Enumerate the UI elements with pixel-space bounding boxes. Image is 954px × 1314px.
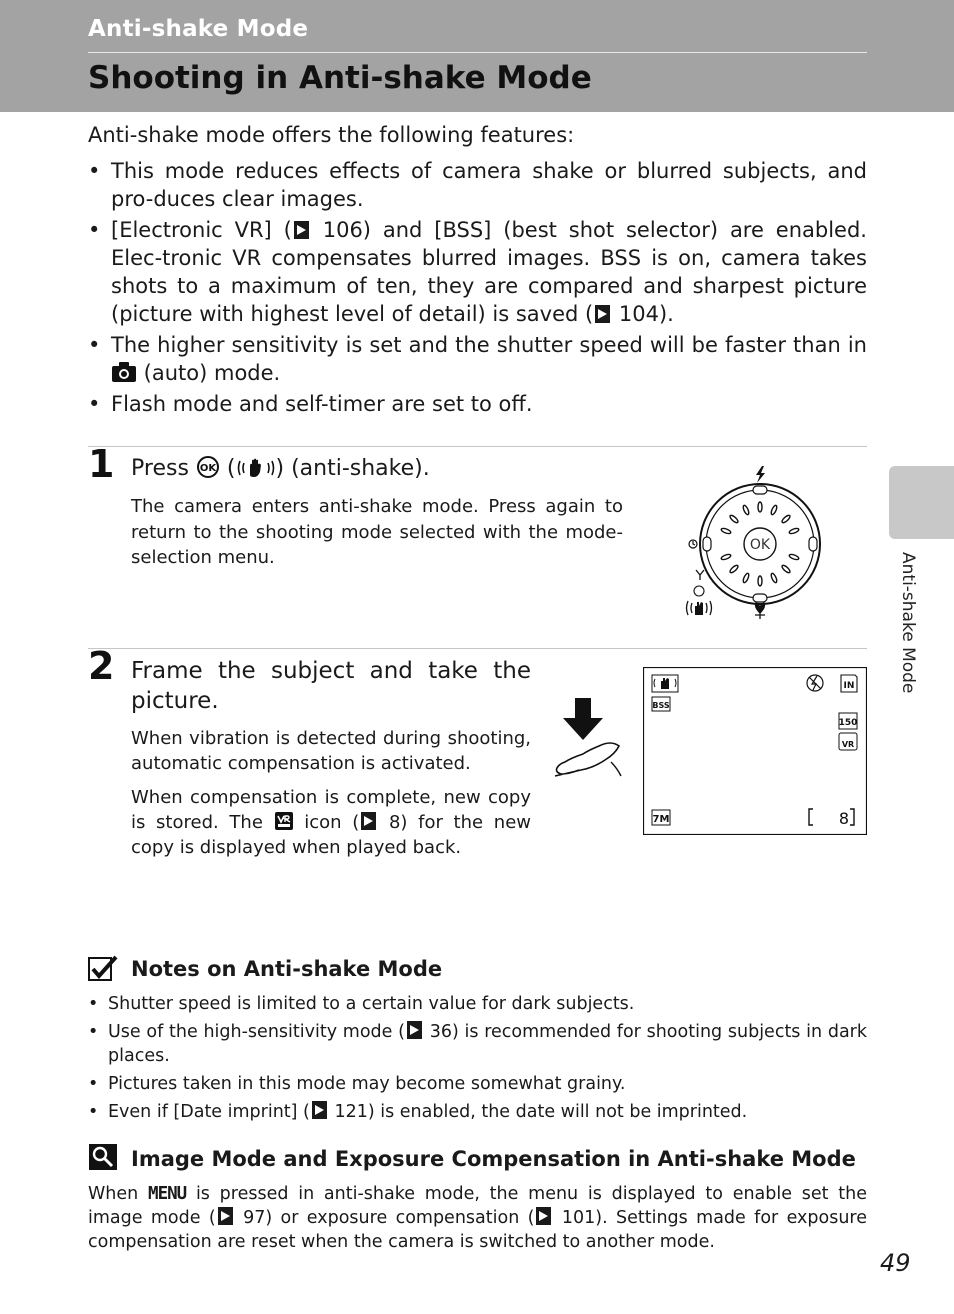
- ok-button-icon: [196, 455, 220, 479]
- page-ref-icon: [294, 221, 309, 239]
- list-item: • This mode reduces effects of camera shake or blurred subjects, and pro-duces clear images.: [88, 157, 867, 213]
- step2-divider: [88, 648, 867, 649]
- page-title: Shooting in Anti-shake Mode: [88, 60, 592, 96]
- header-divider: [88, 52, 867, 53]
- step2-paragraph-1: When vibration is detected during shooting, automatic compensation is activated.: [131, 728, 531, 774]
- notes-list: [88, 992, 867, 1128]
- list-item: • Pictures taken in this mode may become somewhat grainy.: [88, 1072, 867, 1096]
- intro-text: Anti-shake mode offers the following features:: [88, 123, 575, 147]
- side-tab-label: Anti-shake Mode: [898, 552, 918, 694]
- step2-number: 2: [88, 644, 115, 688]
- camera-auto-icon: [111, 361, 137, 383]
- step2-paragraph-2: When compensation is complete, new copy is stored. The icon ( 8) for the new copy is displayed when played back.: [131, 787, 531, 858]
- svg-text:OK: OK: [199, 463, 217, 474]
- monitor-display-illustration: [643, 667, 867, 835]
- self-timer-icon: [689, 540, 697, 548]
- step1-divider: [88, 446, 867, 447]
- section-label: Anti-shake Mode: [88, 16, 309, 42]
- notes-heading: Notes on Anti-shake Mode: [131, 957, 443, 981]
- step2-heading: Frame the subject and take the picture.: [131, 658, 531, 714]
- page-ref-icon: [218, 1207, 233, 1225]
- svg-text:IN: IN: [843, 681, 855, 691]
- header-band: [0, 0, 954, 112]
- page-ref-icon: [312, 1101, 327, 1119]
- flash-icon: [756, 466, 765, 483]
- features-list: [88, 157, 867, 421]
- svg-text:BSS: BSS: [652, 701, 670, 710]
- list-item: • Shutter speed is limited to a certain value for dark subjects.: [88, 992, 867, 1016]
- shutter-press-illustration: [553, 698, 623, 780]
- checkmark-note-icon: [88, 955, 118, 983]
- exposures-remaining: 8: [838, 809, 850, 828]
- page-ref-icon: [407, 1021, 422, 1039]
- step1-number: 1: [88, 442, 115, 486]
- menu-button-label: MENU: [148, 1184, 187, 1204]
- page-ref-icon: [361, 812, 376, 830]
- step1-heading-press: Press: [131, 456, 189, 481]
- step2-body: [131, 726, 531, 869]
- step1-heading: [131, 455, 430, 481]
- svg-text:7M: 7M: [652, 814, 670, 825]
- macro-icon: [755, 603, 765, 619]
- anti-shake-mode-icon: [687, 570, 712, 615]
- list-item: • Flash mode and self-timer are set to off.: [88, 390, 867, 418]
- step1-heading-paren-open: (: [226, 456, 236, 481]
- step1-body: The camera enters anti-shake mode. Press again to return to the shooting mode selected with the mode-selection menu.: [131, 496, 623, 568]
- page-ref-icon: [595, 305, 610, 323]
- image-mode-body: When MENU is pressed in anti-shake mode, the menu is displayed to enable set the image mode ( 97) or exposure compensation ( 101). Settings made for exposure compensation are reset when the camera is switched to another mode.: [88, 1184, 868, 1252]
- list-item: • Even if [Date imprint] ( 121) is enabled, the date will not be imprinted.: [88, 1100, 867, 1124]
- step1-heading-paren-close: ) (anti-shake).: [275, 456, 430, 481]
- vr-icon: [274, 811, 294, 831]
- multi-selector-dial: [682, 463, 832, 623]
- svg-text:VR: VR: [841, 740, 855, 749]
- side-thumb-tab[interactable]: [889, 466, 954, 539]
- svg-text:150: 150: [838, 718, 858, 728]
- list-item: • Use of the high-sensitivity mode ( 36) is recommended for shooting subjects in dark places.: [88, 1020, 867, 1068]
- list-item: • [Electronic VR] ( 106) and [BSS] (best shot selector) are enabled. Elec-tronic VR compensates blurred images. BSS is on, camera takes shots to a maximum of ten, they are compared and sharpest picture (picture with highest level of detail) is saved ( 104).: [88, 216, 867, 328]
- page-ref-icon: [536, 1207, 551, 1225]
- magnifier-tip-icon: [88, 1143, 118, 1171]
- page-number: 49: [880, 1249, 911, 1277]
- image-mode-heading: Image Mode and Exposure Compensation in Anti-shake Mode: [131, 1147, 856, 1171]
- list-item: • The higher sensitivity is set and the shutter speed will be faster than in (auto) mode.: [88, 331, 867, 387]
- anti-shake-hand-icon: [236, 457, 276, 479]
- dial-ok-label: OK: [749, 537, 771, 553]
